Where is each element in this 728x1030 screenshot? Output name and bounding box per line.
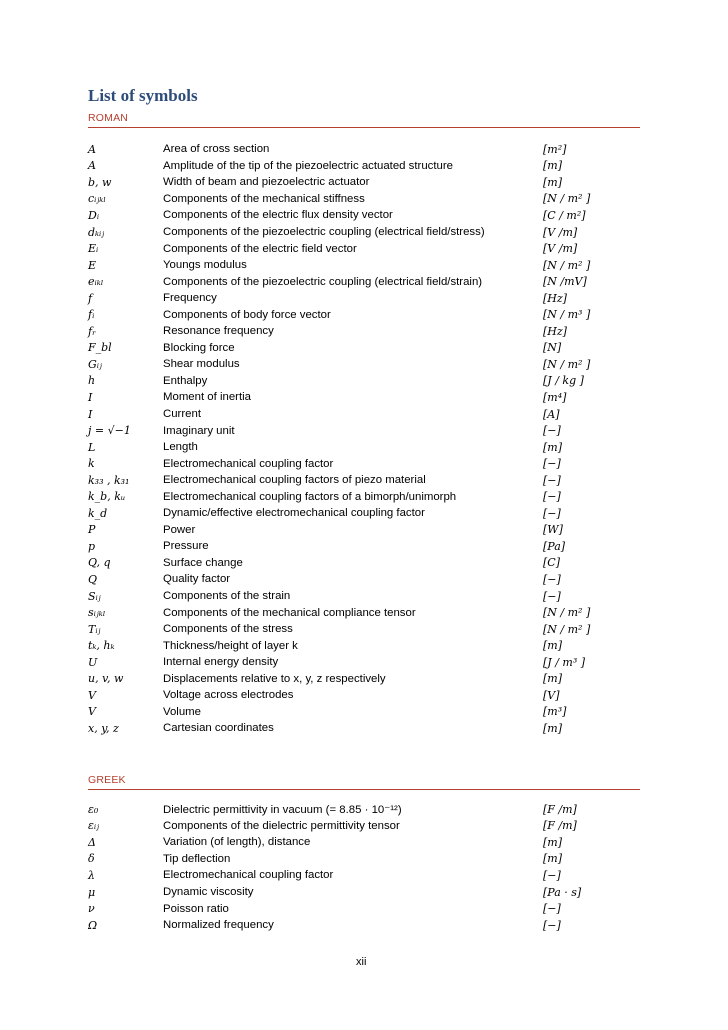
unit-cell: [C] [543,556,560,570]
symbol-row [88,654,648,671]
symbol-row [88,356,648,373]
unit-cell: [−] [543,473,561,487]
unit-cell: [m] [543,440,563,454]
symbol-row [88,900,648,917]
unit-cell: [F /m] [543,802,577,816]
symbol-cell: tₖ, hₖ [88,639,115,653]
description-cell: Displacements relative to x, y, z respectively [163,672,386,685]
symbol-cell: U [88,655,98,669]
description-cell: Imaginary unit [163,424,235,437]
description-cell: Dielectric permittivity in vacuum (= 8.85 · 10⁻¹²) [163,804,402,817]
symbol-cell: u, v, w [88,672,124,686]
symbol-cell: dₖᵢⱼ [88,225,105,239]
description-cell: Moment of inertia [163,391,251,404]
symbol-row [88,158,648,175]
unit-cell: [Pa] [543,539,566,553]
symbol-row [88,851,648,868]
symbol-row [88,818,648,835]
symbol-cell: fᵢ [88,308,95,322]
description-cell: Electromechanical coupling factors of a bimorph/unimorph [163,490,457,503]
unit-cell: [Hz] [543,291,567,305]
symbol-cell: L [88,440,96,454]
description-cell: Components of the stress [163,623,293,636]
description-cell: Components of the piezoelectric coupling (electrical field/strain) [163,275,483,288]
symbol-cell: b, w [88,175,112,189]
symbols-table-roman [88,141,648,737]
symbol-cell: Tᵢⱼ [88,622,101,636]
symbol-cell: f [88,291,93,305]
symbol-row [88,174,648,191]
unit-cell: [m] [543,672,563,686]
description-cell: Dynamic viscosity [163,886,254,898]
description-cell: Volume [163,705,201,718]
description-cell: Electromechanical coupling factor [163,869,334,882]
symbol-row [88,867,648,884]
symbol-row [88,555,648,572]
symbol-cell: k₃₃ , k₃₁ [88,473,130,487]
symbol-cell: μ [88,885,96,899]
symbol-cell: λ [88,868,95,882]
symbol-cell: εᵢⱼ [88,819,100,833]
description-cell: Current [163,408,201,421]
unit-cell: [N / m³ ] [543,308,591,322]
description-cell: Power [163,523,196,536]
description-cell: Dynamic/effective electromechanical coupling factor [163,507,425,520]
unit-cell: [A] [543,407,560,421]
description-cell: Variation (of length), distance [163,836,311,849]
description-cell: Surface change [163,556,243,569]
description-cell: Length [163,441,198,454]
description-cell: Components of the mechanical stiffness [163,192,365,205]
symbol-row [88,273,648,290]
description-cell: Components of the mechanical compliance tensor [163,606,416,619]
unit-cell: [−] [543,490,561,504]
symbol-row [88,224,648,241]
symbol-cell: Dᵢ [88,208,100,222]
page-title: List of symbols [88,86,198,105]
unit-cell: [N] [543,341,562,355]
description-cell: Shear modulus [163,358,240,371]
symbol-row [88,323,648,340]
unit-cell: [N / m² ] [543,606,591,620]
symbol-cell: Q [88,572,98,586]
unit-cell: [−] [543,424,561,438]
symbol-row [88,290,648,307]
unit-cell: [−] [543,572,561,586]
unit-cell: [W] [543,523,563,537]
symbols-table-greek [88,801,648,933]
symbol-cell: P [88,523,96,537]
unit-cell: [Pa · s] [543,885,582,899]
symbol-row [88,422,648,439]
symbol-cell: δ [88,852,95,866]
description-cell: Components of the dielectric permittivity tensor [163,819,400,832]
description-cell: Width of beam and piezoelectric actuator [163,176,370,189]
symbol-row [88,884,648,901]
symbol-row [88,538,648,555]
unit-cell: [J / kg ] [543,374,584,388]
symbol-cell: Sᵢⱼ [88,589,101,603]
unit-cell: [−] [543,918,561,932]
unit-cell: [V /m] [543,225,578,239]
symbol-row [88,522,648,539]
description-cell: Blocking force [163,341,235,354]
unit-cell: [m] [543,175,563,189]
symbol-cell: Ω [88,918,98,932]
description-cell: Tip deflection [163,852,231,865]
symbol-cell: cᵢⱼₖₗ [88,192,106,206]
symbol-cell: ε₀ [88,802,99,816]
symbol-row [88,306,648,323]
unit-cell: [m²] [543,142,567,156]
description-cell: Voltage across electrodes [163,689,294,702]
symbol-cell: p [88,539,96,553]
symbol-row [88,406,648,423]
unit-cell: [m] [543,835,563,849]
symbol-cell: F_bl [88,341,112,355]
symbol-cell: k_d [88,506,108,520]
symbol-row [88,488,648,505]
symbol-cell: V [88,705,96,719]
unit-cell: [V] [543,688,560,702]
unit-cell: [−] [543,868,561,882]
symbol-row [88,604,648,621]
description-cell: Youngs modulus [163,259,247,272]
symbol-row [88,621,648,638]
unit-cell: [N / m² ] [543,622,591,636]
symbol-row [88,373,648,390]
symbol-cell: Eᵢ [88,242,99,256]
symbol-row [88,472,648,489]
symbol-cell: sᵢⱼₖₗ [88,606,106,620]
unit-cell: [−] [543,506,561,520]
description-cell: Components of body force vector [163,308,331,321]
description-cell: Electromechanical coupling factors of piezo material [163,474,426,487]
description-cell: Quality factor [163,573,231,586]
unit-cell: [J / m³ ] [543,655,586,669]
description-cell: Components of the electric flux density vector [163,209,393,222]
description-cell: Electromechanical coupling factor [163,457,334,470]
symbol-cell: j = √−1 [88,424,131,438]
symbol-cell: k [88,457,95,471]
description-cell: Components of the electric field vector [163,242,357,255]
unit-cell: [N / m² ] [543,192,591,206]
symbol-row [88,505,648,522]
symbol-row [88,257,648,274]
symbol-cell: A [88,159,96,173]
unit-cell: [Hz] [543,324,567,338]
description-cell: Amplitude of the tip of the piezoelectric actuated structure [163,159,453,172]
symbol-row [88,704,648,721]
description-cell: Thickness/height of layer k [163,639,298,652]
symbol-row [88,637,648,654]
symbol-cell: ν [88,902,95,916]
symbol-cell: Δ [88,835,96,849]
description-cell: Pressure [163,540,209,553]
unit-cell: [m] [543,639,563,653]
symbol-cell: h [88,374,96,388]
symbol-row [88,687,648,704]
symbol-cell: A [88,142,96,156]
symbol-row [88,439,648,456]
symbol-row [88,340,648,357]
symbol-row [88,240,648,257]
description-cell: Cartesian coordinates [163,722,274,735]
unit-cell: [−] [543,589,561,603]
symbol-row [88,191,648,208]
symbol-row [88,207,648,224]
unit-cell: [C / m²] [543,208,586,222]
symbol-cell: I [88,407,93,421]
section-heading-greek: GREEK [88,774,640,790]
unit-cell: [m] [543,159,563,173]
unit-cell: [m³] [543,705,567,719]
unit-cell: [N / m² ] [543,357,591,371]
unit-cell: [m] [543,852,563,866]
symbol-cell: I [88,390,93,404]
description-cell: Resonance frequency [163,325,274,338]
symbol-row [88,671,648,688]
symbol-row [88,588,648,605]
symbol-cell: fᵣ [88,324,96,338]
symbol-row [88,571,648,588]
description-cell: Frequency [163,292,217,305]
description-cell: Enthalpy [163,374,208,387]
symbol-row [88,455,648,472]
symbol-cell: V [88,688,96,702]
symbol-row [88,801,648,818]
unit-cell: [F /m] [543,819,577,833]
unit-cell: [N /mV] [543,275,587,289]
symbol-cell: eᵢₖₗ [88,275,104,289]
description-cell: Normalized frequency [163,919,274,932]
symbol-cell: E [88,258,97,272]
symbol-cell: k_b, kᵤ [88,490,126,504]
symbol-row [88,917,648,934]
description-cell: Components of the piezoelectric coupling (electrical field/stress) [163,226,485,238]
unit-cell: [N / m² ] [543,258,591,272]
section-heading-roman: ROMAN [88,112,640,128]
unit-cell: [m⁴] [543,390,567,404]
symbol-cell: Q, q [88,556,111,570]
page-number: xii [356,956,367,968]
unit-cell: [−] [543,457,561,471]
unit-cell: [−] [543,902,561,916]
symbol-cell: Gᵢⱼ [88,357,102,371]
description-cell: Poisson ratio [163,902,229,915]
description-cell: Internal energy density [163,656,279,669]
description-cell: Area of cross section [163,143,270,156]
symbol-row [88,141,648,158]
symbol-row [88,834,648,851]
symbol-cell: x, y, z [88,721,119,735]
symbol-row [88,389,648,406]
symbol-row [88,720,648,737]
unit-cell: [V /m] [543,242,578,256]
unit-cell: [m] [543,721,563,735]
description-cell: Components of the strain [163,590,291,603]
